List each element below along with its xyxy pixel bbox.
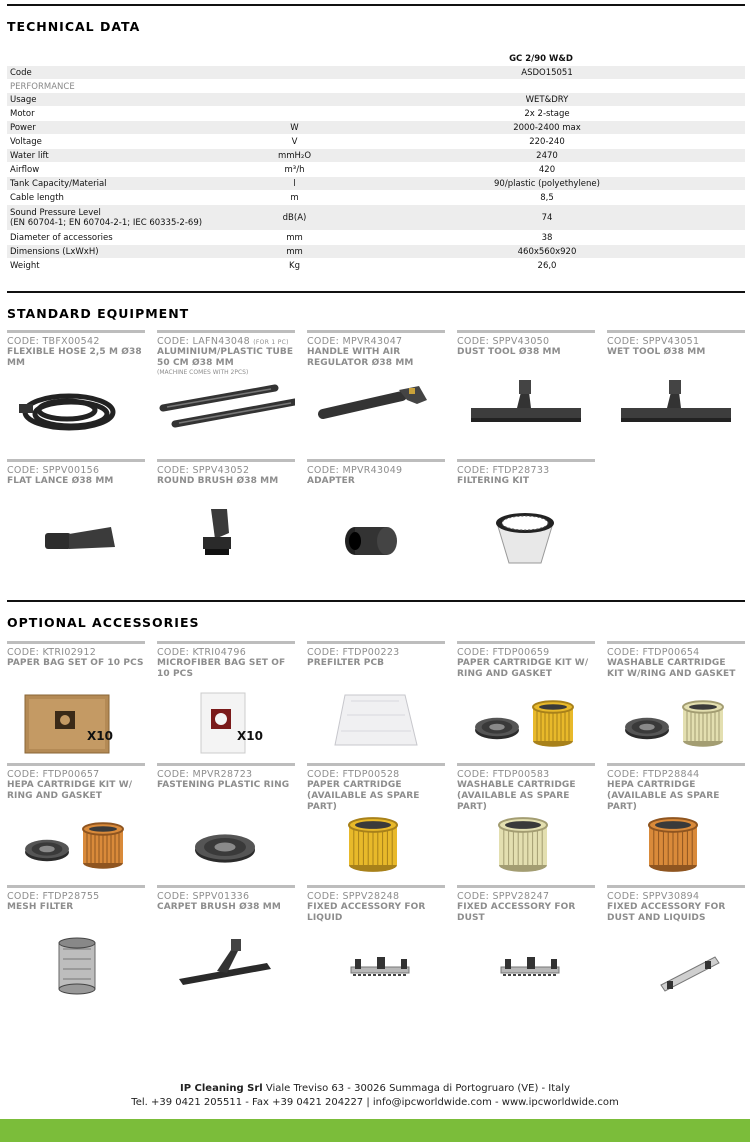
accessory-card [157, 459, 295, 583]
code-text: CODE: SPPV00156 [7, 465, 100, 476]
spec-label [7, 179, 257, 189]
accessory-name: PAPER CARTRIDGE KIT W/ RING AND GASKET [457, 658, 589, 679]
code-text: CODE: LAFN43048 [157, 336, 250, 347]
model-heading: GC 2/90 W&D [509, 54, 573, 64]
accessory-card [7, 641, 145, 765]
accessory-name: FIXED ACCESSORY FOR DUST AND LIQUIDS [607, 902, 726, 923]
spec-value: 26,0 [537, 260, 557, 271]
spec-value: 2000-2400 max [513, 122, 581, 133]
accessory-code [457, 891, 595, 902]
spec-unit: Kg [289, 260, 300, 271]
standard-rule [7, 291, 745, 293]
spec-label-text: Tank Capacity/Material [10, 178, 107, 189]
carpet-brush-icon [157, 929, 295, 1005]
spec-label [7, 95, 257, 105]
adapter-icon [307, 503, 445, 579]
micro-bag-icon [157, 685, 295, 761]
spec-value: 8,5 [540, 192, 554, 203]
accessory-name: DUST TOOL Ø38 MM [457, 347, 561, 357]
card-divider [7, 459, 145, 462]
card-divider [7, 330, 145, 333]
accessory-code [607, 336, 745, 347]
cart-orange-icon [607, 807, 745, 883]
accessory-code [307, 336, 445, 347]
accessory-name: FIXED ACCESSORY FOR DUST [457, 902, 576, 923]
spec-row [7, 191, 745, 204]
spec-unit: mm [286, 232, 303, 243]
top-rule [7, 4, 745, 6]
footer-green-bar [0, 1119, 750, 1142]
accessory-name: MESH FILTER [7, 902, 74, 912]
code-text: CODE: FTDP00654 [607, 647, 700, 658]
handle-icon [307, 374, 445, 450]
accessory-card [157, 885, 295, 1009]
card-divider [307, 885, 445, 888]
accessory-code [607, 769, 745, 780]
accessory-name: ADAPTER [307, 476, 355, 486]
spec-label [7, 233, 257, 243]
code-text: CODE: SPPV43050 [457, 336, 550, 347]
accessory-code [457, 769, 595, 780]
accessory-card [307, 330, 445, 454]
card-divider [457, 763, 595, 766]
cart-yellow-icon [307, 807, 445, 883]
spec-row [7, 259, 745, 272]
spec-row [7, 121, 745, 134]
accessory-code [307, 769, 445, 780]
accessory-card [307, 459, 445, 583]
accessory-subnote: (MACHINE COMES WITH 2PCS) [157, 369, 249, 376]
card-divider [607, 330, 745, 333]
spec-label-text: Power [10, 122, 36, 133]
card-divider [7, 763, 145, 766]
accessory-card [7, 885, 145, 1009]
spec-row [7, 107, 745, 120]
accessory-card [457, 459, 595, 583]
spec-label-text: Code [10, 67, 32, 78]
quantity-label: X10 [237, 729, 263, 743]
card-divider [157, 885, 295, 888]
card-divider [457, 641, 595, 644]
spec-label [7, 261, 257, 271]
code-text: CODE: KTRI04796 [157, 647, 247, 658]
spec-row [7, 163, 745, 176]
card-divider [157, 459, 295, 462]
prefilter-icon [307, 685, 445, 761]
spec-row [7, 205, 745, 230]
spec-label [7, 208, 257, 228]
spec-label-text: Voltage [10, 136, 42, 147]
accessory-code [157, 891, 295, 902]
spec-row [7, 135, 745, 148]
accessory-name: HEPA CARTRIDGE KIT W/ RING AND GASKET [7, 780, 133, 801]
optional-rule [7, 600, 745, 602]
code-text: CODE: FTDP00659 [457, 647, 550, 658]
mesh-icon [7, 929, 145, 1005]
accessory-card [457, 330, 595, 454]
quantity-label: X10 [87, 729, 113, 743]
accessory-name: HANDLE WITH AIR REGULATOR Ø38 MM [307, 347, 414, 368]
spec-label-text: Weight [10, 260, 40, 271]
spec-row [7, 80, 745, 93]
accessory-card [307, 641, 445, 765]
accessory-code [157, 465, 295, 476]
floor-tool-icon [607, 374, 745, 450]
accessory-code [7, 647, 145, 658]
spec-unit: W [290, 122, 299, 133]
accessory-name: ALUMINIUM/PLASTIC TUBE 50 CM Ø38 MM [157, 347, 294, 368]
code-text: CODE: FTDP00528 [307, 769, 400, 780]
spec-label [7, 151, 257, 161]
company-name: IP Cleaning Srl [179, 1083, 263, 1094]
code-text: CODE: KTRI02912 [7, 647, 97, 658]
card-divider [307, 459, 445, 462]
spec-value: WET&DRY [525, 94, 569, 105]
footer-address [0, 1083, 750, 1094]
paper-bag-icon [7, 685, 145, 761]
card-divider [607, 763, 745, 766]
accessory-name: FLEXIBLE HOSE 2,5 M Ø38 MM [7, 347, 142, 368]
accessory-code [307, 647, 445, 658]
card-divider [607, 641, 745, 644]
code-text: CODE: MPVR43049 [307, 465, 403, 476]
optional-accessories-title: OPTIONAL ACCESSORIES [7, 615, 200, 630]
standard-equipment-title: STANDARD EQUIPMENT [7, 306, 190, 321]
ring-icon [157, 807, 295, 883]
accessory-code [7, 465, 145, 476]
bar-tool-icon [457, 929, 595, 1005]
spec-label [7, 193, 257, 203]
cart-kit-yellow-icon [457, 685, 595, 761]
spec-row [7, 245, 745, 258]
code-text: CODE: MPVR28723 [157, 769, 253, 780]
card-divider [457, 885, 595, 888]
code-text: CODE: FTDP00583 [457, 769, 550, 780]
cart-cream-icon [457, 807, 595, 883]
accessory-code [7, 336, 145, 347]
filter-kit-icon [457, 503, 595, 579]
accessory-code [307, 891, 445, 902]
accessory-name: WASHABLE CARTRIDGE (AVAILABLE AS SPARE PART) [457, 780, 576, 812]
accessory-code [457, 465, 595, 476]
card-divider [157, 641, 295, 644]
card-divider [457, 459, 595, 462]
card-divider [457, 330, 595, 333]
accessory-code [607, 891, 745, 902]
accessory-card [457, 641, 595, 765]
card-divider [607, 885, 745, 888]
spec-value: 220-240 [529, 136, 565, 147]
accessory-code [457, 647, 595, 658]
spec-value: 90/plastic (polyethylene) [494, 178, 600, 189]
accessory-code [7, 769, 145, 780]
accessory-name: ROUND BRUSH Ø38 MM [157, 476, 279, 486]
accessory-card [307, 763, 445, 887]
spec-unit: mmH₂O [277, 150, 312, 161]
spec-row [7, 93, 745, 106]
accessory-name: WET TOOL Ø38 MM [607, 347, 706, 357]
spec-value: 460x560x920 [517, 246, 577, 257]
accessory-code [157, 647, 295, 658]
accessory-name: FASTENING PLASTIC RING [157, 780, 290, 790]
lance-icon [7, 503, 145, 579]
code-text: CODE: MPVR43047 [307, 336, 403, 347]
card-divider [7, 641, 145, 644]
spec-label-text: PERFORMANCE [10, 81, 75, 92]
accessory-card [157, 330, 295, 454]
spec-unit: dB(A) [282, 212, 307, 223]
spec-label-text: Cable length [10, 192, 64, 203]
spec-label-text: Airflow [10, 164, 40, 175]
accessory-card [7, 330, 145, 454]
footer-contacts: Tel. +39 0421 205511 - Fax +39 0421 204227 | info@ipcworldwide.com - www.ipcworldwide.com [131, 1097, 619, 1108]
code-note: (FOR 1 PC) [253, 339, 289, 346]
tubes-icon [157, 374, 295, 450]
accessory-card [7, 459, 145, 583]
spec-label-text: Water lift [10, 150, 49, 161]
spec-row [7, 231, 745, 244]
accessory-card [607, 641, 745, 765]
card-divider [157, 763, 295, 766]
spec-label [7, 247, 257, 257]
spec-label [7, 68, 257, 78]
spec-label [7, 137, 257, 147]
code-text: CODE: FTDP00223 [307, 647, 400, 658]
technical-data-title: TECHNICAL DATA [7, 19, 141, 34]
code-text: CODE: SPPV30894 [607, 891, 700, 902]
spec-label [7, 109, 257, 119]
card-divider [7, 885, 145, 888]
card-divider [307, 641, 445, 644]
spec-label-text: Usage [10, 94, 37, 105]
accessory-card [307, 885, 445, 1009]
accessory-code [607, 647, 745, 658]
spec-value: 2470 [536, 150, 558, 161]
accessory-card [457, 885, 595, 1009]
code-text: CODE: SPPV28247 [457, 891, 550, 902]
accessory-name: MICROFIBER BAG SET OF 10 PCS [157, 658, 286, 679]
accessory-name: CARPET BRUSH Ø38 MM [157, 902, 281, 912]
code-text: CODE: FTDP28844 [607, 769, 700, 780]
accessory-name: WASHABLE CARTRIDGE KIT W/RING AND GASKET [607, 658, 736, 679]
accessory-code [7, 891, 145, 902]
accessory-code [157, 769, 295, 780]
floor-tool-icon [457, 374, 595, 450]
spec-value: 38 [541, 232, 553, 243]
accessory-name: FLAT LANCE Ø38 MM [7, 476, 114, 486]
spec-unit: V [291, 136, 298, 147]
spec-value: ASDO15051 [521, 67, 573, 78]
spec-label-text: Sound Pressure Level [10, 207, 101, 218]
bar-tool-icon [307, 929, 445, 1005]
code-text: CODE: SPPV28248 [307, 891, 400, 902]
accessory-card [607, 763, 745, 887]
spec-label [7, 82, 257, 92]
spec-unit: l [293, 178, 296, 189]
code-text: CODE: FTDP28755 [7, 891, 100, 902]
spec-label [7, 165, 257, 175]
code-text: CODE: SPPV01336 [157, 891, 250, 902]
accessory-card [607, 885, 745, 1009]
cart-kit-orange-icon [7, 807, 145, 883]
spec-label-standards: (EN 60704-1; EN 60704-2-1; IEC 60335-2-69) [10, 217, 203, 228]
accessory-card [7, 763, 145, 887]
card-divider [157, 330, 295, 333]
accessory-name: HEPA CARTRIDGE (AVAILABLE AS SPARE PART) [607, 780, 720, 812]
card-divider [307, 763, 445, 766]
code-text: CODE: SPPV43052 [157, 465, 250, 476]
accessory-code [307, 465, 445, 476]
accessory-card [457, 763, 595, 887]
spec-row [7, 177, 745, 190]
accessory-name: PREFILTER PCB [307, 658, 385, 668]
spec-label-text: Motor [10, 108, 35, 119]
spec-unit: m³/h [284, 164, 305, 175]
hose-icon [7, 374, 145, 450]
accessory-name: PAPER BAG SET OF 10 PCS [7, 658, 144, 668]
accessory-name: FILTERING KIT [457, 476, 530, 486]
card-divider [307, 330, 445, 333]
accessory-card [607, 330, 745, 454]
spec-row [7, 66, 745, 79]
spec-unit: mm [286, 246, 303, 257]
accessory-name: FIXED ACCESSORY FOR LIQUID [307, 902, 426, 923]
code-text: CODE: TBFX00542 [7, 336, 100, 347]
spec-value: 2x 2-stage [524, 108, 570, 119]
spec-label-text: Diameter of accessories [10, 232, 113, 243]
spec-unit: m [290, 192, 299, 203]
spec-label [7, 123, 257, 133]
bar-tool-2-icon [607, 929, 745, 1005]
code-text: CODE: FTDP28733 [457, 465, 550, 476]
spec-label-text: Dimensions (LxWxH) [10, 246, 99, 257]
accessory-code [457, 336, 595, 347]
accessory-card [157, 763, 295, 887]
code-text: CODE: FTDP00657 [7, 769, 100, 780]
spec-value: 74 [541, 212, 553, 223]
round-brush-icon [157, 503, 295, 579]
company-address: Viale Treviso 63 - 30026 Summaga di Portogruaro (VE) - Italy [262, 1083, 571, 1094]
code-text: CODE: SPPV43051 [607, 336, 700, 347]
accessory-name: PAPER CARTRIDGE (AVAILABLE AS SPARE PART) [307, 780, 420, 812]
accessory-code [157, 336, 295, 347]
spec-row [7, 149, 745, 162]
spec-value: 420 [538, 164, 556, 175]
accessory-card [157, 641, 295, 765]
cart-kit-cream-icon [607, 685, 745, 761]
